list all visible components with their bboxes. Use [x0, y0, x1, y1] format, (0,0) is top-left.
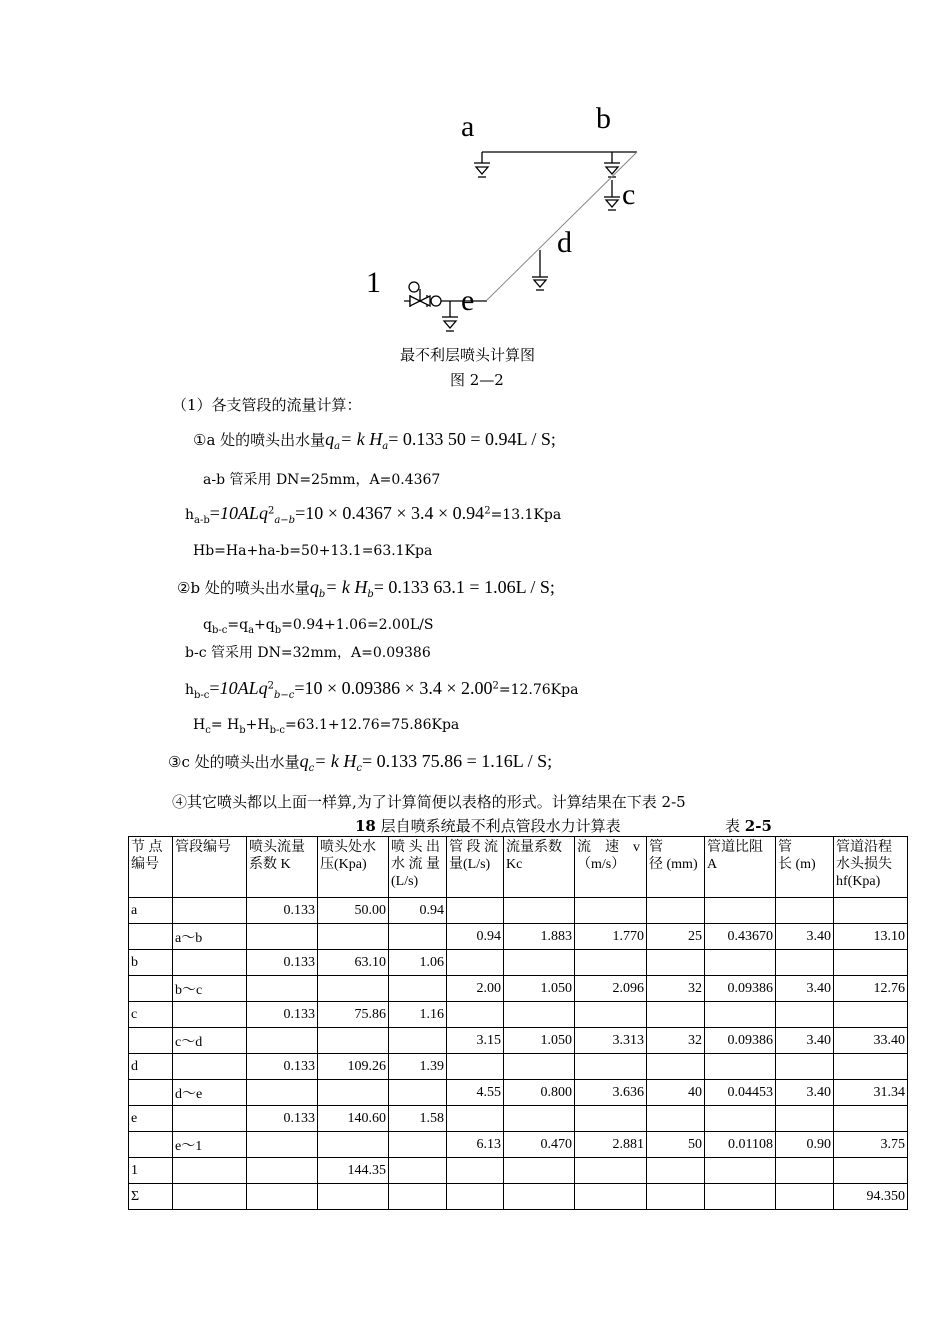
table-cell [173, 1054, 247, 1080]
table-cell [247, 1028, 318, 1054]
table-cell: 0.90 [776, 1132, 834, 1158]
table-cell: d～e [173, 1080, 247, 1106]
table-cell: 0.133 [247, 1002, 318, 1028]
table-cell [834, 1054, 908, 1080]
table-cell [447, 1158, 504, 1184]
step-a: ①a 处的喷头出水量$q_a= k$ $H_a= 0.133$ 50 = 0.94L / S; [193, 429, 556, 452]
table-cell: 1.770 [575, 924, 647, 950]
table-cell: e [129, 1106, 173, 1132]
table-cell: 0.133 [247, 898, 318, 924]
table-row [129, 976, 908, 1002]
table-cell: 0.43670 [705, 924, 776, 950]
step-b: ②b 处的喷头出水量$q_b= k$ $H_b= 0.133$ 63.1 = 1.06L / S; [177, 577, 555, 600]
table-cell: e～1 [173, 1132, 247, 1158]
table-cell: 1.050 [504, 1028, 575, 1054]
table-cell: 1.58 [389, 1106, 447, 1132]
table-header-cell: 流 速 v （m/s） [575, 837, 647, 898]
table-cell: 144.35 [318, 1158, 389, 1184]
table-cell [647, 950, 705, 976]
table-cell [776, 1158, 834, 1184]
table-cell [247, 1132, 318, 1158]
table-cell [173, 1158, 247, 1184]
bc-pipe: b-c 管采用 DN=32mm，A=0.09386 [185, 645, 431, 661]
table-row [129, 1080, 908, 1106]
table-cell [129, 976, 173, 1002]
table-row [129, 1106, 908, 1132]
table-cell [575, 1002, 647, 1028]
table-cell [318, 1080, 389, 1106]
table-cell [776, 1106, 834, 1132]
table-cell: 109.26 [318, 1054, 389, 1080]
table-cell [173, 1002, 247, 1028]
table-cell: 3.40 [776, 924, 834, 950]
h-bc: $h_{b-c}=10ALq^2_{b-c}=10 \times 0.09386 \times 3.4 \times 2.00^2=12.76Kpa$ [185, 678, 579, 701]
table-cell [705, 1106, 776, 1132]
table-cell [247, 976, 318, 1002]
table-cell [776, 898, 834, 924]
table-cell: 3.313 [575, 1028, 647, 1054]
label-e: e [461, 284, 475, 317]
table-cell [447, 1106, 504, 1132]
table-cell: 0.94 [447, 924, 504, 950]
table-cell [389, 1184, 447, 1210]
table-cell [504, 1158, 575, 1184]
hb-line: Hb=Ha+ha-b=50+13.1=63.1Kpa [193, 543, 433, 559]
table-cell [129, 924, 173, 950]
label-d: d [557, 226, 572, 259]
table-cell: 13.10 [834, 924, 908, 950]
table-cell [647, 1184, 705, 1210]
table-cell: 31.34 [834, 1080, 908, 1106]
table-cell [776, 1054, 834, 1080]
table-header-cell: 喷 头 出 水 流 量 (L/s) [389, 837, 447, 898]
table-header-cell: 节 点 编号 [129, 837, 173, 898]
table-cell: 3.75 [834, 1132, 908, 1158]
table-cell [247, 924, 318, 950]
table-cell [647, 1106, 705, 1132]
table-cell [647, 1054, 705, 1080]
table-cell [504, 950, 575, 976]
table-cell [776, 950, 834, 976]
table-cell [504, 1002, 575, 1028]
table-cell: c [129, 1002, 173, 1028]
table-cell [318, 1132, 389, 1158]
table-header-row [129, 837, 908, 898]
table-cell [705, 1184, 776, 1210]
table-cell: 3.40 [776, 1028, 834, 1054]
table-cell [129, 1132, 173, 1158]
table-row [129, 898, 908, 924]
table-cell [447, 898, 504, 924]
table-cell [776, 1002, 834, 1028]
table-cell: 94.350 [834, 1184, 908, 1210]
table-cell: 12.76 [834, 976, 908, 1002]
table-cell: 1.06 [389, 950, 447, 976]
table-cell: 0.800 [504, 1080, 575, 1106]
table-cell [504, 1184, 575, 1210]
table-cell: 0.04453 [705, 1080, 776, 1106]
table-cell [129, 1028, 173, 1054]
table-cell: a～b [173, 924, 247, 950]
table-cell: 6.13 [447, 1132, 504, 1158]
table-cell [647, 1002, 705, 1028]
table-cell: 33.40 [834, 1028, 908, 1054]
h-ab: $h_{a-b}=10ALq^2_{a-b}=10 \times 0.4367 \times 3.4 \times 0.94^2=13.1Kpa$ [185, 503, 562, 526]
table-row [129, 1054, 908, 1080]
table-cell: 2.881 [575, 1132, 647, 1158]
table-cell: b [129, 950, 173, 976]
qbc-line: $q_{b-c}=q_a+q_b=0.94+1.06=2.00L/S$ [203, 617, 434, 636]
table-cell: 2.00 [447, 976, 504, 1002]
table-cell: 63.10 [318, 950, 389, 976]
sprinkler-diagram [0, 0, 950, 345]
table-header-cell: 流量系数 Kc [504, 837, 575, 898]
table-cell [389, 1080, 447, 1106]
table-cell [705, 950, 776, 976]
table-cell [575, 1184, 647, 1210]
table-cell [575, 1158, 647, 1184]
label-b: b [596, 102, 611, 135]
table-row [129, 1132, 908, 1158]
table-cell [705, 1158, 776, 1184]
table-cell [575, 898, 647, 924]
table-cell: 1.39 [389, 1054, 447, 1080]
figure-number: 图 2—2 [450, 371, 504, 389]
step-4: ④其它喷头都以上面一样算,为了计算简便以表格的形式。计算结果在下表 2-5 [172, 793, 686, 811]
table-cell: 0.01108 [705, 1132, 776, 1158]
table-cell [647, 1158, 705, 1184]
table-cell [705, 1054, 776, 1080]
table-cell [173, 1184, 247, 1210]
step-c: ③c 处的喷头出水量$q_c= k$ $H_c= 0.133$ 75.86 = 1.16L / S; [168, 751, 553, 774]
table-cell: 3.40 [776, 976, 834, 1002]
table-cell [173, 1106, 247, 1132]
table-cell: 2.096 [575, 976, 647, 1002]
table-cell [447, 1002, 504, 1028]
table-cell [834, 1002, 908, 1028]
table-cell: 40 [647, 1080, 705, 1106]
table-cell [705, 1002, 776, 1028]
table-cell [776, 1184, 834, 1210]
table-cell: 3.40 [776, 1080, 834, 1106]
table-cell [834, 1158, 908, 1184]
table-cell: 0.133 [247, 1106, 318, 1132]
table-cell [389, 976, 447, 1002]
table-cell [247, 1184, 318, 1210]
table-cell [173, 950, 247, 976]
table-cell [247, 1080, 318, 1106]
table-cell [389, 924, 447, 950]
table-cell: 0.133 [247, 1054, 318, 1080]
table-cell: 1 [129, 1158, 173, 1184]
table-cell [447, 1054, 504, 1080]
table-cell [504, 1106, 575, 1132]
table-cell: a [129, 898, 173, 924]
table-cell: 25 [647, 924, 705, 950]
table-cell: 32 [647, 976, 705, 1002]
table-cell [247, 1158, 318, 1184]
table-number: 表 2-5 [725, 817, 772, 835]
table-cell: 50 [647, 1132, 705, 1158]
table-cell [575, 1106, 647, 1132]
table-header-cell: 管 长 (m) [776, 837, 834, 898]
table-cell: 1.050 [504, 976, 575, 1002]
table-cell [318, 976, 389, 1002]
table-cell [834, 1106, 908, 1132]
table-cell [389, 1132, 447, 1158]
table-cell [705, 898, 776, 924]
table-row [129, 950, 908, 976]
hydraulic-table [128, 836, 908, 1210]
table-cell: 140.60 [318, 1106, 389, 1132]
table-cell [504, 1054, 575, 1080]
table-cell [647, 898, 705, 924]
table-cell [575, 950, 647, 976]
table-cell [173, 898, 247, 924]
table-header-cell: 喷头流量 系数 K [247, 837, 318, 898]
table-row [129, 1002, 908, 1028]
table-cell: 3.15 [447, 1028, 504, 1054]
section-title: （1）各支管段的流量计算： [172, 396, 362, 414]
table-cell [389, 1028, 447, 1054]
table-cell: Σ [129, 1184, 173, 1210]
hc-line: $H_c= H_b+H_{b-c}=63.1+12.76=75.86Kpa$ [193, 717, 460, 736]
table-header-cell: 管段编号 [173, 837, 247, 898]
table-cell [129, 1080, 173, 1106]
table-cell: 0.133 [247, 950, 318, 976]
table-row [129, 1158, 908, 1184]
table-cell: 50.00 [318, 898, 389, 924]
table-header-cell: 管道比阻 A [705, 837, 776, 898]
table-cell: 0.09386 [705, 976, 776, 1002]
table-cell [834, 950, 908, 976]
table-cell: 3.636 [575, 1080, 647, 1106]
table-row [129, 1184, 908, 1210]
table-row [129, 1028, 908, 1054]
table-cell [389, 1158, 447, 1184]
table-cell [447, 1184, 504, 1210]
table-cell: d [129, 1054, 173, 1080]
table-header-cell: 管道沿程 水头损失 hf(Kpa) [834, 837, 908, 898]
table-header-cell: 管 段 流 量(L/s) [447, 837, 504, 898]
table-cell: 0.09386 [705, 1028, 776, 1054]
table-cell [318, 924, 389, 950]
label-a: a [461, 110, 475, 143]
table-cell: 32 [647, 1028, 705, 1054]
table-cell [575, 1054, 647, 1080]
diagram-caption: 最不利层喷头计算图 [400, 346, 536, 364]
table-cell [504, 898, 575, 924]
label-1: 1 [366, 266, 381, 299]
table-cell: 75.86 [318, 1002, 389, 1028]
table-cell [318, 1028, 389, 1054]
label-c: c [622, 178, 636, 211]
table-cell: 1.883 [504, 924, 575, 950]
table-header-cell: 喷头处水 压(Kpa) [318, 837, 389, 898]
table-title: 18 层自喷系统最不利点管段水力计算表 [355, 817, 621, 835]
table-cell: 0.94 [389, 898, 447, 924]
table-cell [318, 1184, 389, 1210]
ab-pipe: a-b 管采用 DN=25mm，A=0.4367 [203, 472, 441, 488]
table-cell [834, 898, 908, 924]
table-cell: c～d [173, 1028, 247, 1054]
table-cell: b～c [173, 976, 247, 1002]
table-cell [447, 950, 504, 976]
table-cell: 1.16 [389, 1002, 447, 1028]
table-header-cell: 管 径 (mm) [647, 837, 705, 898]
table-cell: 4.55 [447, 1080, 504, 1106]
table-cell: 0.470 [504, 1132, 575, 1158]
table-row [129, 924, 908, 950]
